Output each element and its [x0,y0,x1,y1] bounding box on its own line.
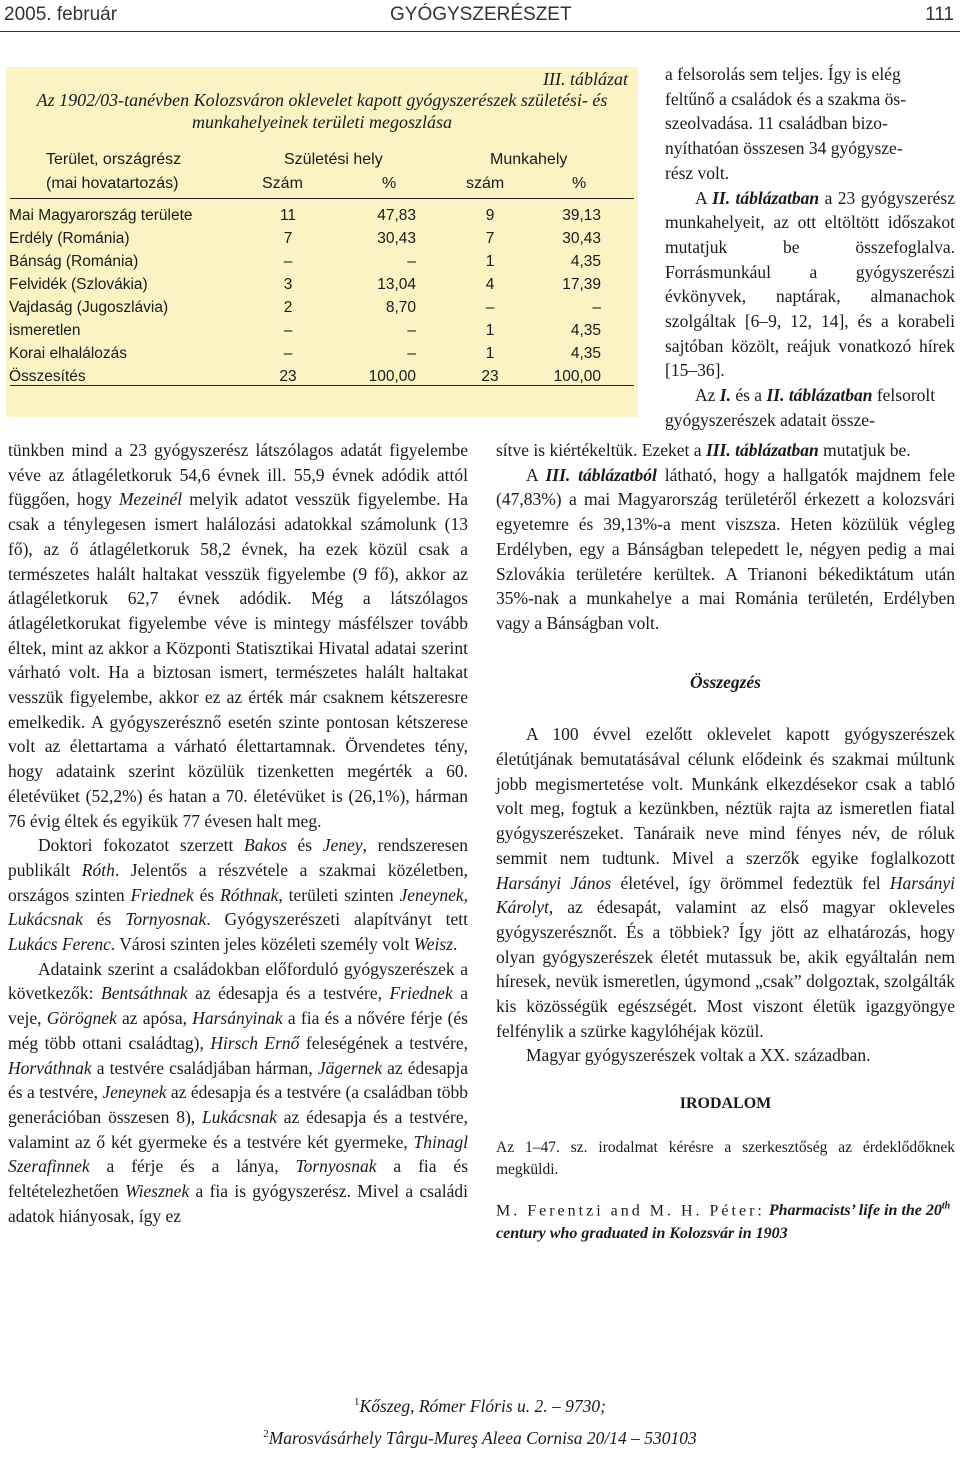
table-cell: 4,35 [570,253,601,270]
table-cell: 1 [485,345,495,362]
left-column [8,438,468,1229]
table-cell: 4 [485,276,495,293]
abstract: M. Ferentzi and M. H. Péter: Pharmacists’ life in the 20th century who graduated in Kolozsvár in 1903 [496,1200,951,1243]
author-addresses [0,1388,960,1452]
header-region: Terület, országrész [46,151,182,168]
table-cell: 1 [485,253,495,270]
address-2-text: Marosvásárhely Târgu-Mureş Aleea Cornisa 20/14 – 530103 [268,1427,697,1448]
table-cell: 7 [283,230,293,247]
table-cell: 30,43 [562,230,601,247]
para-doctorates: Doktori fokozatot szerzett Bakos és Jeney, rendszeresen publikált Róth. Jelentős a részvétele a szakmai közéletben, országos szinten Friednek és Róthnak, területi szinten Jeneynek, Lukácsnak és Tornyosnak. Gyógyszerészeti alapítványt tett Lukács Ferenc. Városi szinten jeles közéleti személy volt Weisz. [8,835,469,955]
footnote-mark-1: 1 [354,1396,360,1408]
table-cell: Mai Magyarország területe [9,207,193,224]
table-cell: 23 [481,368,499,385]
para-table2: A II. táblázatban a 23 gyógyszerész munkahelyeit, az ott eltöltött időszakot mutatjuk be összefoglalva. Forrásmunkául a gyógyszerészi évkönyvek, naptárak, almanachok szolgáltak [6–9, 12, 14], és a korabeli sajtóban közölt, reájuk vonatkozó hírek [15–36]. [665,187,955,381]
table-cell: 4,35 [570,322,601,339]
references-text: Az 1–47. sz. irodalmat kérésre a szerkesztőség az érdeklődőknek megküldi. [496,1138,955,1178]
table-cell: 2 [283,299,293,316]
summary-heading: Összegzés [690,671,761,692]
table-cell: 9 [485,207,495,224]
table-cell: 47,83 [377,207,416,224]
header-pct2: % [572,175,587,192]
table-cell: 3 [283,276,293,293]
table-cell: – [283,345,293,362]
right-column-lower [496,438,955,1245]
rt-line1: a felsorolás sem teljes. Így is elég [665,64,901,84]
table-cell: 17,39 [562,276,601,293]
header-pct1: % [382,175,397,192]
rt-line3: szeolvadása. 11 családban bizo- [665,113,888,134]
header-journal: GYÓGYSZERÉSZET [390,4,572,25]
table-rule-bottom [10,385,634,386]
table-cell: 30,43 [377,230,416,247]
header-workplace: Munkahely [490,151,568,168]
table-cell: 11 [279,207,297,224]
table-cell: ismeretlen [9,322,81,339]
para-age: tünkben mind a 23 gyógyszerész látszólagos adatát figyelembe véve az átlagéletkoruk 54,6 évnek ill. 55,9 évnek adódik attól függően, hogy Mezeinél melyik adatot vesszük figyelembe. Ha csak a ténylegesen ismert halálozási adatokkal számolunk (13 fő), az ő átlagéletkoruk 58,2 évnek, ha ezek közül csak a természetes halált haltakat vesszük figyelembe (9 fő), akkor az átlagéletkoruk 62,7 évnek adódik. Még a látszólagos átlagéletkorukat figyelembe véve is mintegy másfélszer tovább éltek, mint az akkor a Központi Statisztikai Hivatal adatai szerint várható volt. Ha a biztosan ismert, természetes halált haltakat vesszük figyelembe, akkor ez az érték már csaknem kétszeresre emelkedik. A gyógyszerésznő esetén szinte pontosan kétszerese volt az élettartama a várható élettartamnak. Örvendetes tény, hogy adataink szerint közülük tizenketten megérték a 60. életévüket (52,2%) és hatan a 70. életévüket is (26,1%), hárman 76 évig éltek és egyikük 77 évesen halt meg. [8,440,468,831]
para-families: Adataink szerint a családokban előforduló gyógyszerészek a következők: Bentsáthnak az édesapja és a testvére, Friednek a veje, Görögnek az apósa, Harsányinak a fia és a nővére férje (és még több ottani családtag), Hirsch Ernő feleségének a testvére, Horváthnak a testvére családjában hárman, Jägernek az édesapja és a testvére, Jeneynek az édesapja és a testvére (a családban több generációban összesen 8), Lukácsnak az édesapja és a testvére, valamint az ő két gyermeke és a testvére két gyermeke, Thinagl Szerafinnek a férje és a lánya, Tornyosnak a fia és feltételezhetően Wiesznek a fia is gyógyszerész. Mivel a családi adatok hiányosak, így ez [8,958,469,1226]
table-caption: III. táblázat [543,69,628,89]
page-header [0,0,960,30]
table-cell: 100,00 [553,368,601,385]
right-column-top [665,62,955,433]
para-table12-end: sítve is kiértékeltük. Ezeket a III. táblázatban mutatjuk be. [496,440,911,460]
table-cell: Bánság (Románia) [9,253,139,270]
table-cell: Erdély (Románia) [9,230,130,247]
table-cell: 13,04 [377,276,416,293]
address-1-text: Kőszeg, Rómer Flóris u. 2. – 9730; [359,1395,606,1416]
rt-line5: rész volt. [665,162,730,183]
abstract-authors: M. Ferentzi and M. H. Péter: [496,1202,765,1220]
address-1 [0,1388,960,1420]
table-cell: – [407,322,416,339]
header-num1: Szám [262,175,303,192]
table-cell: 1 [485,322,495,339]
footnote-mark-2: 2 [263,1427,269,1440]
header-page-number: 111 [925,4,954,25]
table-cell: 4,35 [570,345,601,362]
table-cell: Vajdaság (Jugoszlávia) [9,299,169,316]
header-num2: szám [466,175,505,192]
table-cell: – [283,253,293,270]
table-cell: 8,70 [385,299,416,316]
table-cell: – [407,253,416,270]
para-closing: Magyar gyógyszerészek voltak a XX. században. [526,1045,871,1066]
rt-line2: feltűnő a családok és a szakma ös- [665,88,907,109]
references-heading: IRODALOM [679,1095,772,1113]
table-cell: – [407,345,416,362]
para-table3: A III. táblázatból látható, hogy a hallgatók majdnem fele (47,83%) a mai Magyarország területéről érkezett a kolozsvári egyetemre és 39,13%-a ment viszsza. Heten közülük végleg Erdélyben, egy a Bánságban telepedett le, négyen pedig a mai Szlovákia területére kerültek. A Trianoni békediktátum után 35%-nak a munkahelye a mai Románia területén, Erdélyben vagy a Bánságban volt. [496,464,955,633]
table-cell: 39,13 [562,207,601,224]
table-cell: 23 [279,368,297,385]
address-2 [0,1420,960,1452]
table-cell: Összesítés [9,368,86,385]
table-box [6,67,638,417]
header-rule [0,31,960,32]
table-cell: Korai elhalálozás [9,345,128,362]
table-rule [10,198,634,199]
header-date: 2005. február [4,4,118,25]
table-title-line1: Az 1902/03-tanévben Kolozsváron oklevelet kapott gyógyszerészek születési- és [36,90,608,110]
header-birthplace: Születési hely [284,151,383,168]
table-cell: Felvidék (Szlovákia) [9,276,148,293]
para-table12-start: Az I. és a II. táblázatban felsorolt gyógyszerészek adatait össze- [665,385,936,430]
table-cell: – [592,299,601,316]
table-cell: – [485,299,495,316]
para-summary: A 100 évvel ezelőtt oklevelet kapott gyógyszerészek életútjának bemutatásával célunk elődeink és szakmai múltunk jobb megismertetése volt. Munkánk elkezdésekor csak a tabló volt meg, fogtuk a kezünkben, néztük rajta az ismeretlen fiatal gyógyszerészeket. Tanáraik neve mind fényes név, de róluk semmit nem tudtunk. Mivel a szerzők egyike foglalkozott Harsányi János életével, így örömmel fedeztük fel Harsányi Károlyt, az édesapát, valamint az első magyar okleveles gyógyszerésznőt. És a többiek? Így jött az elhatározás, hogy olyan gyógyszerészek életét mutassuk be, akik egyáltalán nem híresek, nevük ismeretlen, úgymond „csak” dolgoztak, szolgálták kis közösségük egészségét. Most viszont életük igazgyöngye felfénylik a szürke kagylóhéjak közül. [496,724,955,1041]
table-cell: 100,00 [368,368,416,385]
rt-line4: nyíthatóan összesen 34 gyógysze- [665,138,903,159]
table-cell: – [283,322,293,339]
table-cell: 7 [485,230,495,247]
header-region-sub: (mai hovatartozás) [46,175,179,192]
table-title-line2: munkahelyeinek területi megoszlása [192,112,452,132]
